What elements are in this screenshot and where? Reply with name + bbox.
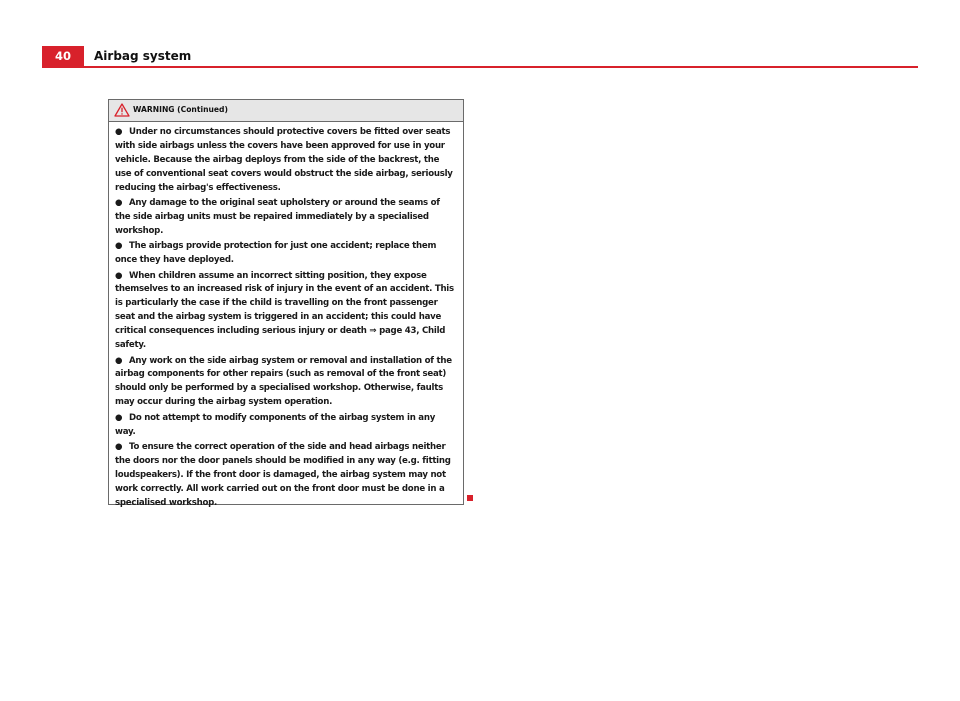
warning-item-text: Under no circumstances should protective covers be fitted over seats with side airbags unless the covers have been approved for use in your vehicle. Because the airbag deploys from the side of the backrest, the use of conventional seat covers would obstruct the side airbag, seriously reducing the airbag's effectiveness. <box>115 127 453 193</box>
warning-item-text: To ensure the correct operation of the side and head airbags neither the doors nor the door panels should be modified in any way (e.g. fitting loudspeakers). If the front door is damaged, the airbag system may not work correctly. All work carried out on the front door must be done in a specialised workshop. <box>115 441 451 508</box>
bullet: ● <box>115 412 123 423</box>
warning-item <box>115 197 457 239</box>
warning-box <box>108 99 464 508</box>
warning-triangle-icon <box>114 103 130 117</box>
warning-item <box>115 441 457 511</box>
warning-header <box>109 100 463 122</box>
bullet: ● <box>115 198 123 209</box>
header-rule <box>42 66 918 68</box>
warning-item-text: Any damage to the original seat upholstery or around the seams of the side airbag units must be repaired immediately by a specialised workshop. <box>115 198 440 236</box>
warning-item <box>115 270 457 353</box>
warning-item <box>115 412 457 440</box>
page-number: 40 <box>42 46 84 67</box>
section-end-marker <box>467 495 473 501</box>
warning-body <box>109 122 463 510</box>
bullet: ● <box>115 241 123 252</box>
warning-item-text: Any work on the side airbag system or removal and installation of the airbag components for other repairs (such as removal of the front seat) should only be performed by a specialised workshop. Otherwise, faults may occur during the airbag system operation. <box>115 355 452 408</box>
warning-item <box>115 240 457 268</box>
bullet: ● <box>115 355 123 366</box>
warning-item <box>115 126 457 196</box>
warning-item-text: The airbags provide protection for just one accident; replace them once they have deployed. <box>115 241 437 266</box>
bullet: ● <box>115 441 123 452</box>
section-title: Airbag system <box>94 49 192 63</box>
warning-item-text: Do not attempt to modify components of the airbag system in any way. <box>115 412 436 437</box>
page-header <box>42 46 918 68</box>
bullet: ● <box>115 270 123 281</box>
bullet: ● <box>115 127 123 137</box>
warning-title: WARNING (Continued) <box>133 105 228 114</box>
warning-item-text: When children assume an incorrect sitting position, they expose themselves to an increased risk of injury in the event of an accident. This is particularly the case if the child is travelling on the front passenger seat and the airbag system is triggered in an accident; this could have critical consequences including serious injury or death ⇒ page 43, Child safety. <box>115 270 454 351</box>
warning-item <box>115 355 457 411</box>
